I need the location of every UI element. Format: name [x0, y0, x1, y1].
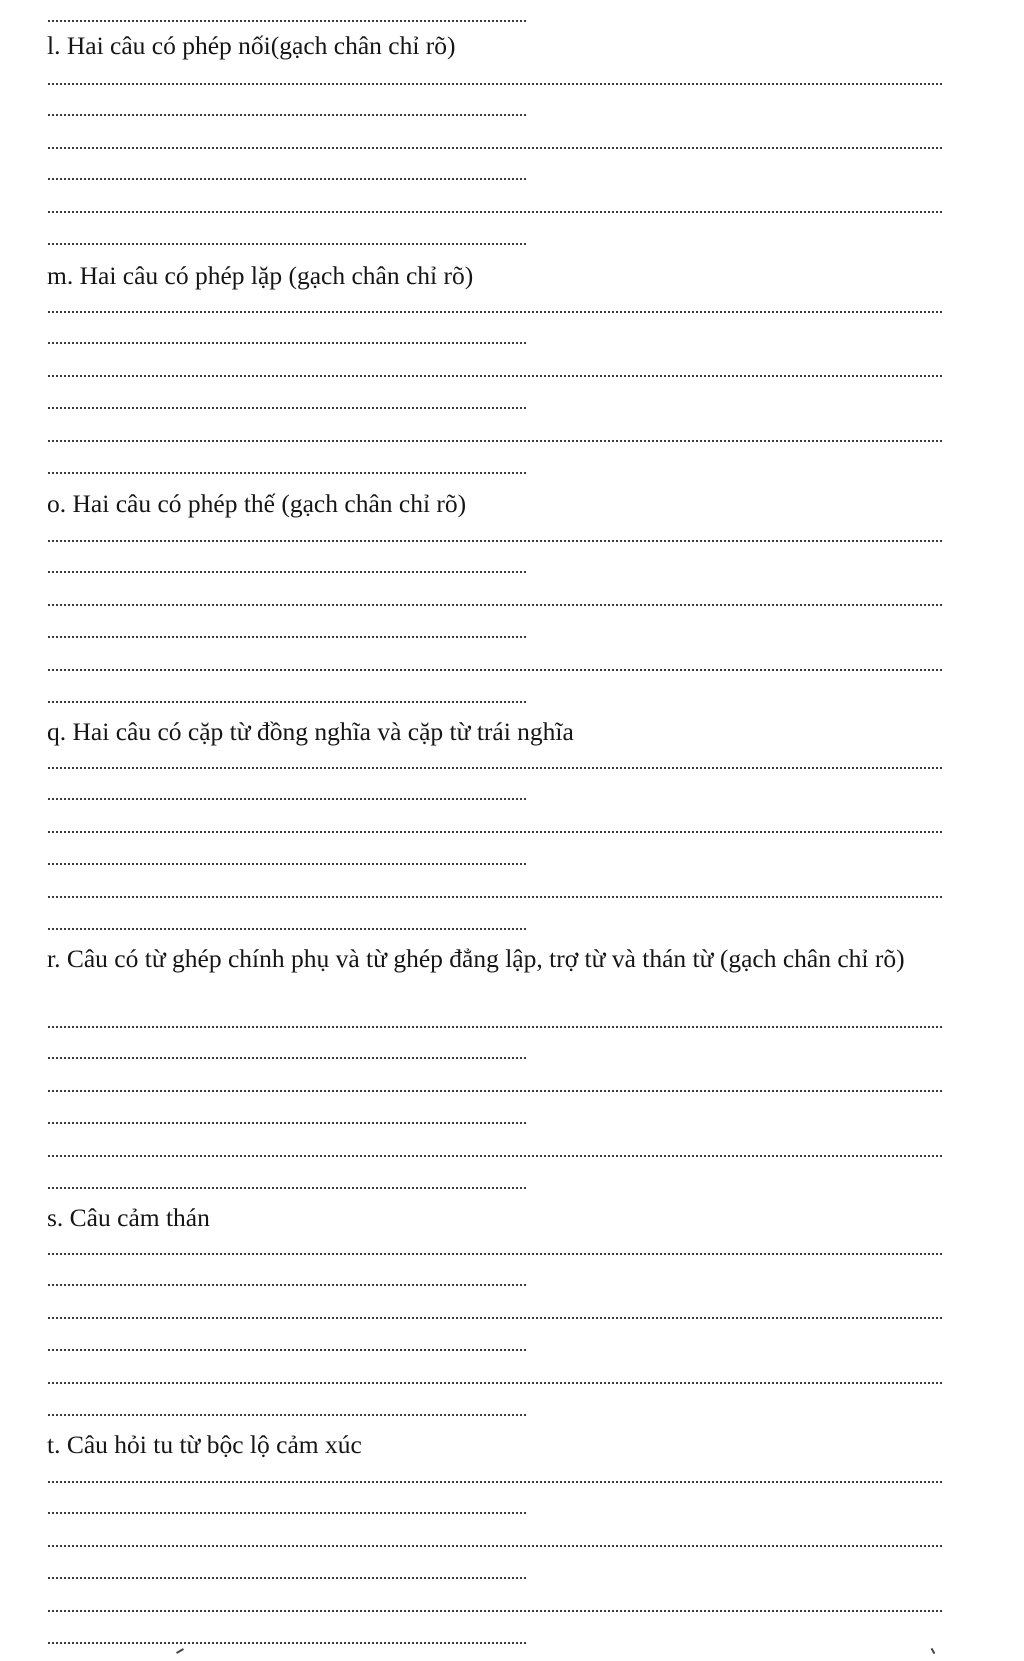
answer-line [48, 1414, 526, 1416]
section-heading-l: l. Hai câu có phép nối(gạch chân chỉ rõ) [47, 31, 456, 60]
answer-line [48, 669, 942, 671]
answer-line [48, 767, 942, 769]
answer-line [48, 407, 526, 409]
answer-line [48, 1512, 526, 1514]
answer-line [48, 147, 942, 149]
answer-line [48, 831, 942, 833]
answer-line [48, 20, 526, 22]
answer-line [48, 863, 526, 865]
answer-line [48, 440, 942, 442]
section-heading-s: s. Câu cảm thán [47, 1203, 210, 1232]
answer-line [48, 1545, 942, 1547]
answer-line [48, 604, 942, 606]
answer-line [48, 928, 526, 930]
answer-line [48, 1610, 942, 1612]
answer-line [48, 896, 942, 898]
section-heading-r: r. Câu có từ ghép chính phụ và từ ghép đẳng lập, trợ từ và thán từ (gạch chân chỉ rõ) [47, 944, 905, 973]
answer-line [48, 243, 526, 245]
answer-line [48, 798, 526, 800]
answer-line [48, 178, 526, 180]
answer-line [48, 1187, 526, 1189]
answer-line [48, 114, 526, 116]
answer-line [48, 1026, 942, 1028]
answer-line [48, 311, 942, 313]
section-heading-t: t. Câu hỏi tu từ bộc lộ cảm xúc [47, 1430, 362, 1459]
answer-line [48, 211, 942, 213]
answer-line [48, 1317, 942, 1319]
answer-line [48, 1122, 526, 1124]
answer-line [48, 1284, 526, 1286]
section-heading-o: o. Hai câu có phép thế (gạch chân chỉ rõ) [47, 489, 467, 518]
section-heading-q: q. Hai câu có cặp từ đồng nghĩa và cặp từ trái nghĩa [47, 717, 574, 746]
answer-line [48, 375, 942, 377]
stray-mark [931, 1648, 936, 1654]
answer-line [48, 472, 526, 474]
answer-line [48, 1349, 526, 1351]
answer-line [48, 540, 942, 542]
answer-line [48, 701, 526, 703]
answer-line [48, 1090, 942, 1092]
answer-line [48, 1057, 526, 1059]
answer-line [48, 1577, 526, 1579]
section-heading-m: m. Hai câu có phép lặp (gạch chân chỉ rõ) [47, 261, 474, 290]
answer-line [48, 1382, 942, 1384]
answer-line [48, 1155, 942, 1157]
answer-line [48, 571, 526, 573]
answer-line [48, 342, 526, 344]
answer-line [48, 83, 942, 85]
answer-line [48, 1481, 942, 1483]
stray-mark [176, 1648, 184, 1654]
answer-line [48, 1253, 942, 1255]
answer-line [48, 636, 526, 638]
answer-line [48, 1642, 526, 1644]
